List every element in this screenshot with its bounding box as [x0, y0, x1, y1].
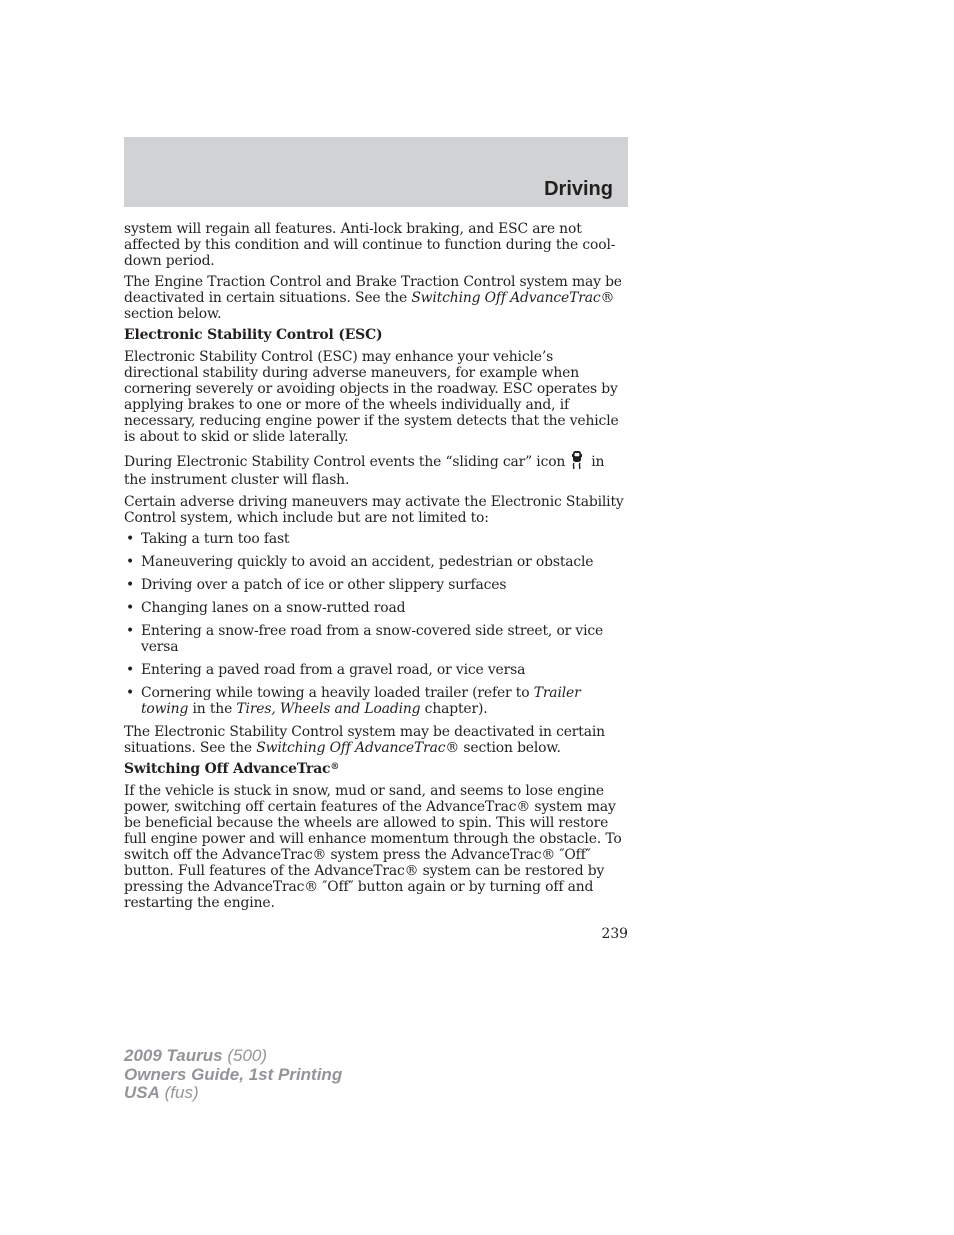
heading-esc: Electronic Stability Control (ESC) [124, 327, 383, 343]
bullet: • [126, 623, 135, 639]
paragraph-sliding-car-icon [124, 450, 628, 489]
text: in the [188, 701, 237, 717]
list-item-text: Entering a snow-free road from a snow-covered side street, or vice versa [141, 623, 604, 655]
footer-guide: Owners Guide, 1st Printing [124, 1064, 343, 1084]
text: The Electronic Stability Control system may be deactivated in certain situations. See the [124, 724, 605, 756]
list-item [124, 623, 628, 655]
footer-line-model [124, 1047, 342, 1066]
bullet: • [126, 577, 135, 593]
maneuver-list [124, 531, 628, 717]
text: in the instrument cluster will flash. [124, 454, 605, 488]
footer-market-code: (fus) [164, 1083, 199, 1102]
list-item-text: Driving over a patch of ice or other slippery surfaces [141, 577, 507, 593]
reference-trailer-towing: Trailer towing [141, 685, 581, 717]
list-item [124, 554, 628, 570]
paragraph-esc-deactivation [124, 724, 628, 756]
heading-text: Switching Off AdvanceTrac [124, 761, 331, 777]
footer-line-guide [124, 1066, 342, 1085]
registered-mark: ® [330, 762, 340, 772]
footer-market: USA [124, 1083, 160, 1102]
paragraph-cooldown: system will regain all features. Anti-lock braking, and ESC are not affected by this condition and will continue to function during the cool-down period. [124, 221, 616, 269]
list-item [124, 662, 628, 678]
section-title: Driving [544, 178, 613, 200]
reference-tires-chapter: Tires, Wheels and Loading [236, 701, 421, 717]
section-header-band [124, 137, 628, 207]
text: section below. [124, 306, 222, 322]
bullet: • [126, 600, 135, 616]
paragraph-switching-off: If the vehicle is stuck in snow, mud or sand, and seems to lose engine power, switching off certain features of the AdvanceTrac® system may be beneficial because the wheels are allowed to spin. This will restore full engine power and will enhance momentum through the obstacle. To switch off the AdvanceTrac® system press the AdvanceTrac® ″Off″ button. Full features of the AdvanceTrac® system can be restored by pressing the AdvanceTrac® ″Off″ button again or by turning off and restarting the engine. [124, 783, 622, 911]
bullet: • [126, 685, 135, 701]
list-item-text: Entering a paved road from a gravel road, or vice versa [141, 662, 526, 678]
paragraph-traction-control [124, 274, 628, 322]
list-item-text: Taking a turn too fast [141, 531, 290, 547]
text: The Engine Traction Control and Brake Traction Control system may be deactivated in certain situations. See the [124, 274, 622, 306]
text: During Electronic Stability Control events the “sliding car” icon [124, 454, 566, 470]
footer-printing-info [124, 1047, 342, 1103]
list-item [124, 577, 628, 593]
list-item [124, 531, 628, 547]
bullet: • [126, 554, 135, 570]
footer-line-market [124, 1084, 342, 1103]
list-item [124, 600, 628, 616]
page-content [124, 221, 628, 916]
page-number: 239 [601, 926, 628, 942]
reference-switching-off-advancetrac: Switching Off AdvanceTrac® [411, 290, 615, 306]
list-item-text: Maneuvering quickly to avoid an accident, pedestrian or obstacle [141, 554, 594, 570]
footer-model: 2009 Taurus [124, 1046, 223, 1065]
text: chapter). [420, 701, 488, 717]
list-item [124, 685, 628, 717]
bullet: • [126, 531, 135, 547]
bullet: • [126, 662, 135, 678]
heading-switching-off-advancetrac [124, 761, 628, 777]
text: section below. [459, 740, 561, 756]
paragraph-adverse-maneuvers: Certain adverse driving maneuvers may activate the Electronic Stability Control system, which include but are not limited to: [124, 494, 624, 526]
list-item-text: Changing lanes on a snow-rutted road [141, 600, 406, 616]
reference-switching-off-advancetrac: Switching Off AdvanceTrac® [256, 740, 460, 756]
text: Cornering while towing a heavily loaded trailer (refer to [141, 685, 534, 701]
footer-model-code: (500) [227, 1046, 268, 1065]
sliding-car-icon [569, 450, 585, 470]
paragraph-esc-description: Electronic Stability Control (ESC) may enhance your vehicle’s directional stability during adverse maneuvers, for example when cornering severely or avoiding objects in the roadway. ESC operates by applying brakes to one or more of the wheels individually and, if necessary, reducing engine power if the system detects that the vehicle is about to skid or slide laterally. [124, 349, 619, 445]
